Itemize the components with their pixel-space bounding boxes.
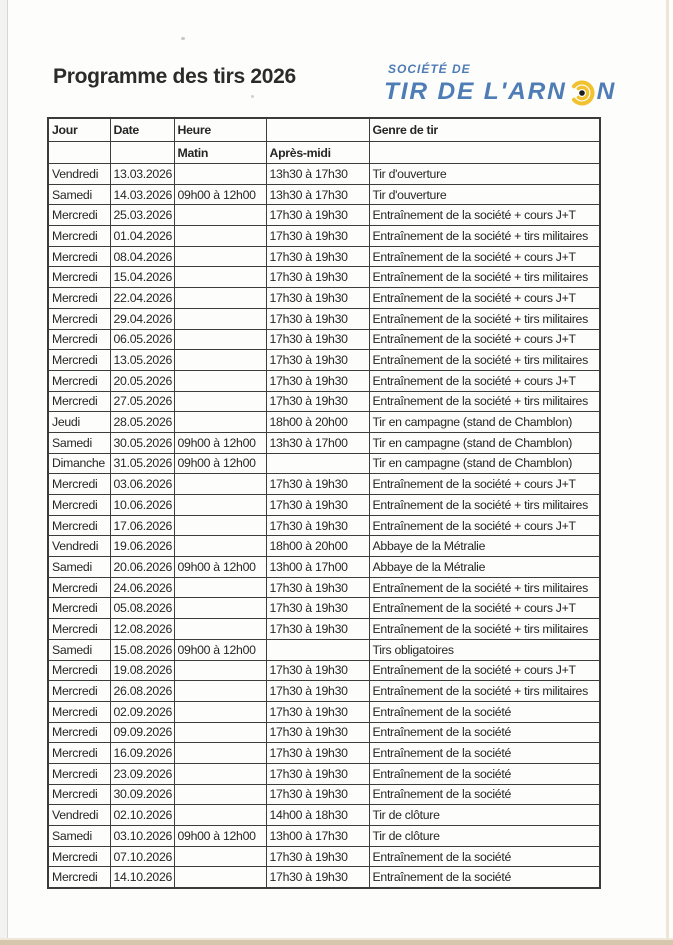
cell-type: Tir d'ouverture [369, 164, 600, 185]
cell-afternoon: 17h30 à 19h30 [266, 846, 369, 867]
cell-date: 30.05.2026 [110, 432, 174, 453]
cell-afternoon: 17h30 à 19h30 [266, 763, 369, 784]
table-row [48, 495, 600, 516]
club-logo [384, 63, 616, 106]
header-genre: Genre de tir [369, 118, 600, 142]
cell-afternoon: 18h00 à 20h00 [266, 536, 369, 557]
table-row [48, 722, 600, 743]
table-row [48, 412, 600, 433]
cell-day: Mercredi [48, 350, 110, 371]
cell-morning [174, 350, 266, 371]
cell-date: 13.03.2026 [110, 164, 174, 185]
cell-day: Vendredi [48, 164, 110, 185]
cell-morning [174, 743, 266, 764]
cell-date: 05.08.2026 [110, 598, 174, 619]
target-icon [568, 79, 596, 107]
cell-day: Mercredi [48, 722, 110, 743]
cell-type: Entraînement de la société + cours J+T [369, 205, 600, 226]
cell-day: Mercredi [48, 246, 110, 267]
cell-afternoon: 18h00 à 20h00 [266, 412, 369, 433]
cell-type: Entraînement de la société + tirs militaires [369, 350, 600, 371]
cell-afternoon: 17h30 à 19h30 [266, 370, 369, 391]
cell-morning [174, 288, 266, 309]
cell-morning [174, 329, 266, 350]
cell-day: Mercredi [48, 619, 110, 640]
cell-day: Samedi [48, 826, 110, 847]
cell-type: Tir en campagne (stand de Chamblon) [369, 453, 600, 474]
cell-day: Mercredi [48, 205, 110, 226]
cell-day: Jeudi [48, 412, 110, 433]
header-jour: Jour [48, 118, 110, 142]
cell-day: Mercredi [48, 370, 110, 391]
cell-morning [174, 474, 266, 495]
cell-morning: 09h00 à 12h00 [174, 557, 266, 578]
table-row [48, 557, 600, 578]
cell-morning [174, 515, 266, 536]
table-row [48, 515, 600, 536]
cell-morning [174, 370, 266, 391]
cell-type: Entraînement de la société + cours J+T [369, 515, 600, 536]
cell-date: 10.06.2026 [110, 495, 174, 516]
cell-afternoon: 17h30 à 19h30 [266, 205, 369, 226]
table-row [48, 681, 600, 702]
cell-type: Entraînement de la société + tirs militaires [369, 619, 600, 640]
table-row [48, 536, 600, 557]
table-row [48, 370, 600, 391]
cell-type: Tir de clôture [369, 826, 600, 847]
cell-morning [174, 846, 266, 867]
cell-morning: 09h00 à 12h00 [174, 432, 266, 453]
cell-day: Mercredi [48, 495, 110, 516]
cell-morning: 09h00 à 12h00 [174, 184, 266, 205]
cell-type: Entraînement de la société [369, 867, 600, 888]
scan-edge-right [666, 0, 669, 945]
cell-morning [174, 805, 266, 826]
cell-type: Entraînement de la société + cours J+T [369, 246, 600, 267]
cell-date: 22.04.2026 [110, 288, 174, 309]
cell-date: 24.06.2026 [110, 577, 174, 598]
cell-type: Tirs obligatoires [369, 639, 600, 660]
cell-type: Entraînement de la société + cours J+T [369, 660, 600, 681]
table-row [48, 577, 600, 598]
cell-afternoon: 17h30 à 19h30 [266, 329, 369, 350]
header-apres-midi: Après-midi [266, 142, 369, 164]
cell-morning [174, 391, 266, 412]
cell-day: Mercredi [48, 267, 110, 288]
header-heure: Heure [174, 118, 266, 142]
table-row [48, 205, 600, 226]
cell-type: Entraînement de la société + tirs militaires [369, 577, 600, 598]
cell-afternoon: 17h30 à 19h30 [266, 743, 369, 764]
cell-day: Mercredi [48, 329, 110, 350]
cell-afternoon: 17h30 à 19h30 [266, 681, 369, 702]
cell-date: 20.05.2026 [110, 370, 174, 391]
cell-morning [174, 867, 266, 888]
table-row [48, 660, 600, 681]
cell-morning [174, 577, 266, 598]
cell-date: 16.09.2026 [110, 743, 174, 764]
cell-day: Mercredi [48, 308, 110, 329]
cell-date: 31.05.2026 [110, 453, 174, 474]
cell-date: 15.04.2026 [110, 267, 174, 288]
cell-morning [174, 246, 266, 267]
table-row [48, 701, 600, 722]
schedule-table [47, 117, 601, 889]
cell-day: Mercredi [48, 743, 110, 764]
header-heure-spacer [266, 118, 369, 142]
header-date: Date [110, 118, 174, 142]
header-genre-spacer [369, 142, 600, 164]
cell-date: 20.06.2026 [110, 557, 174, 578]
logo-club-name [384, 78, 616, 106]
cell-afternoon: 17h30 à 19h30 [266, 308, 369, 329]
cell-morning [174, 660, 266, 681]
cell-date: 15.08.2026 [110, 639, 174, 660]
cell-type: Tir de clôture [369, 805, 600, 826]
logo-name-after: N [596, 77, 617, 105]
cell-date: 06.05.2026 [110, 329, 174, 350]
cell-morning [174, 784, 266, 805]
cell-morning: 09h00 à 12h00 [174, 826, 266, 847]
cell-day: Samedi [48, 432, 110, 453]
cell-morning [174, 267, 266, 288]
cell-morning [174, 722, 266, 743]
cell-date: 03.06.2026 [110, 474, 174, 495]
table-row [48, 763, 600, 784]
cell-type: Entraînement de la société + cours J+T [369, 474, 600, 495]
cell-morning [174, 536, 266, 557]
cell-day: Vendredi [48, 536, 110, 557]
table-row [48, 743, 600, 764]
cell-afternoon: 17h30 à 19h30 [266, 598, 369, 619]
cell-afternoon: 17h30 à 19h30 [266, 226, 369, 247]
cell-date: 17.06.2026 [110, 515, 174, 536]
cell-morning [174, 226, 266, 247]
cell-day: Mercredi [48, 681, 110, 702]
cell-afternoon: 13h30 à 17h30 [266, 184, 369, 205]
cell-afternoon [266, 639, 369, 660]
cell-afternoon: 17h30 à 19h30 [266, 246, 369, 267]
cell-afternoon: 17h30 à 19h30 [266, 577, 369, 598]
header-jour-spacer [48, 142, 110, 164]
cell-type: Entraînement de la société + tirs militaires [369, 391, 600, 412]
page-title: Programme des tirs 2026 [53, 65, 296, 88]
cell-date: 08.04.2026 [110, 246, 174, 267]
cell-afternoon: 13h30 à 17h00 [266, 432, 369, 453]
cell-morning [174, 495, 266, 516]
cell-day: Mercredi [48, 577, 110, 598]
cell-morning [174, 308, 266, 329]
cell-day: Mercredi [48, 660, 110, 681]
logo-society-line: SOCIÉTÉ DE [388, 62, 471, 76]
cell-afternoon: 17h30 à 19h30 [266, 784, 369, 805]
cell-morning [174, 598, 266, 619]
cell-type: Entraînement de la société + cours J+T [369, 288, 600, 309]
cell-morning [174, 763, 266, 784]
cell-afternoon: 17h30 à 19h30 [266, 350, 369, 371]
cell-afternoon: 17h30 à 19h30 [266, 722, 369, 743]
table-row [48, 329, 600, 350]
cell-afternoon: 13h30 à 17h30 [266, 164, 369, 185]
table-row [48, 784, 600, 805]
cell-type: Tir en campagne (stand de Chamblon) [369, 412, 600, 433]
cell-date: 14.03.2026 [110, 184, 174, 205]
cell-afternoon: 13h00 à 17h00 [266, 557, 369, 578]
cell-date: 02.09.2026 [110, 701, 174, 722]
cell-type: Tir d'ouverture [369, 184, 600, 205]
table-row [48, 639, 600, 660]
cell-type: Entraînement de la société + tirs militaires [369, 495, 600, 516]
cell-date: 02.10.2026 [110, 805, 174, 826]
cell-afternoon: 13h00 à 17h30 [266, 826, 369, 847]
cell-morning [174, 164, 266, 185]
table-row [48, 246, 600, 267]
cell-type: Entraînement de la société [369, 722, 600, 743]
cell-afternoon: 17h30 à 19h30 [266, 391, 369, 412]
cell-type: Abbaye de la Métralie [369, 536, 600, 557]
table-row [48, 432, 600, 453]
schedule-body [48, 164, 600, 889]
table-row [48, 805, 600, 826]
cell-morning [174, 412, 266, 433]
cell-morning [174, 619, 266, 640]
cell-date: 30.09.2026 [110, 784, 174, 805]
cell-day: Mercredi [48, 226, 110, 247]
cell-type: Entraînement de la société + cours J+T [369, 598, 600, 619]
cell-type: Entraînement de la société + tirs militaires [369, 226, 600, 247]
cell-afternoon: 17h30 à 19h30 [266, 474, 369, 495]
cell-afternoon: 17h30 à 19h30 [266, 867, 369, 888]
table-row [48, 288, 600, 309]
cell-afternoon: 17h30 à 19h30 [266, 288, 369, 309]
cell-type: Entraînement de la société + cours J+T [369, 329, 600, 350]
cell-date: 12.08.2026 [110, 619, 174, 640]
table-row [48, 846, 600, 867]
cell-date: 09.09.2026 [110, 722, 174, 743]
cell-type: Abbaye de la Métralie [369, 557, 600, 578]
cell-day: Dimanche [48, 453, 110, 474]
cell-afternoon: 17h30 à 19h30 [266, 701, 369, 722]
cell-day: Mercredi [48, 288, 110, 309]
cell-afternoon: 17h30 à 19h30 [266, 619, 369, 640]
cell-afternoon: 17h30 à 19h30 [266, 267, 369, 288]
cell-date: 07.10.2026 [110, 846, 174, 867]
cell-type: Entraînement de la société + tirs militaires [369, 267, 600, 288]
header-row-1 [48, 118, 600, 142]
scan-speck [251, 95, 254, 98]
cell-afternoon: 14h00 à 18h30 [266, 805, 369, 826]
table-row [48, 164, 600, 185]
cell-day: Samedi [48, 184, 110, 205]
cell-date: 27.05.2026 [110, 391, 174, 412]
table-row [48, 826, 600, 847]
cell-date: 26.08.2026 [110, 681, 174, 702]
cell-morning: 09h00 à 12h00 [174, 453, 266, 474]
cell-morning: 09h00 à 12h00 [174, 639, 266, 660]
cell-day: Mercredi [48, 598, 110, 619]
table-row [48, 267, 600, 288]
table-row [48, 453, 600, 474]
cell-type: Entraînement de la société + tirs militaires [369, 681, 600, 702]
table-row [48, 598, 600, 619]
cell-type: Tir en campagne (stand de Chamblon) [369, 432, 600, 453]
cell-day: Mercredi [48, 391, 110, 412]
table-row [48, 350, 600, 371]
table-row [48, 184, 600, 205]
cell-day: Mercredi [48, 784, 110, 805]
scan-speck [181, 37, 185, 40]
header-row-2 [48, 142, 600, 164]
cell-date: 29.04.2026 [110, 308, 174, 329]
cell-morning [174, 681, 266, 702]
cell-day: Mercredi [48, 867, 110, 888]
cell-date: 28.05.2026 [110, 412, 174, 433]
logo-name-before: TIR DE L'ARN [384, 77, 567, 105]
header-matin: Matin [174, 142, 266, 164]
cell-type: Entraînement de la société [369, 743, 600, 764]
cell-date: 14.10.2026 [110, 867, 174, 888]
cell-date: 23.09.2026 [110, 763, 174, 784]
scan-edge-left [0, 0, 8, 945]
cell-date: 13.05.2026 [110, 350, 174, 371]
cell-morning [174, 701, 266, 722]
cell-type: Entraînement de la société + tirs militaires [369, 308, 600, 329]
cell-type: Entraînement de la société [369, 784, 600, 805]
header-date-spacer [110, 142, 174, 164]
cell-afternoon: 17h30 à 19h30 [266, 495, 369, 516]
table-row [48, 474, 600, 495]
table-row [48, 308, 600, 329]
cell-type: Entraînement de la société [369, 701, 600, 722]
cell-day: Vendredi [48, 805, 110, 826]
cell-date: 25.03.2026 [110, 205, 174, 226]
cell-afternoon: 17h30 à 19h30 [266, 515, 369, 536]
scan-edge-bottom [0, 940, 673, 945]
cell-type: Entraînement de la société + cours J+T [369, 370, 600, 391]
cell-type: Entraînement de la société [369, 763, 600, 784]
cell-day: Samedi [48, 557, 110, 578]
cell-date: 19.08.2026 [110, 660, 174, 681]
cell-date: 19.06.2026 [110, 536, 174, 557]
cell-date: 01.04.2026 [110, 226, 174, 247]
cell-day: Mercredi [48, 846, 110, 867]
cell-day: Samedi [48, 639, 110, 660]
table-row [48, 391, 600, 412]
cell-date: 03.10.2026 [110, 826, 174, 847]
cell-day: Mercredi [48, 474, 110, 495]
cell-day: Mercredi [48, 515, 110, 536]
cell-afternoon [266, 453, 369, 474]
cell-type: Entraînement de la société [369, 846, 600, 867]
table-row [48, 867, 600, 888]
table-row [48, 619, 600, 640]
table-row [48, 226, 600, 247]
cell-morning [174, 205, 266, 226]
cell-afternoon: 17h30 à 19h30 [266, 660, 369, 681]
cell-day: Mercredi [48, 701, 110, 722]
cell-day: Mercredi [48, 763, 110, 784]
